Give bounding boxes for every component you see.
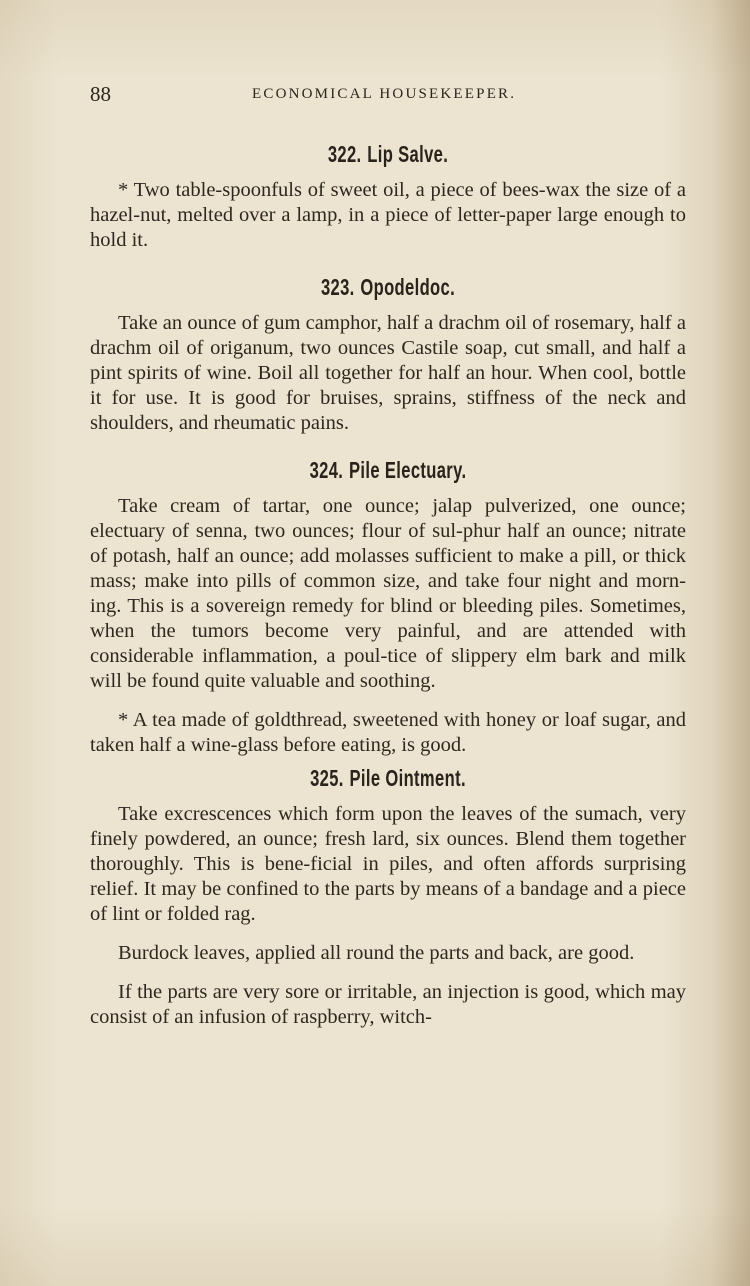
recipe-paragraph: Take an ounce of gum camphor, half a drachm oil of rosemary, half a drachm oil of origanum, two ounces Castile soap, cut small, and half a pint spirits of wine. Boil all together for half an hour. When cool, bottle it for use. It is good for bruises, sprains, stiffness of the neck and shoulders, and rheumatic pains. — [90, 312, 686, 434]
recipe-paragraph: Take excrescences which form upon the leaves of the sumach, very finely powdered, an ounce; fresh lard, six ounces. Blend them together thoroughly. This is bene-ficial in piles, and often affords surprising relief. It may be confined to the parts by means of a bandage and a piece of lint or folded rag. — [90, 803, 686, 925]
running-head — [90, 82, 680, 112]
recipe-heading-pile-ointment — [173, 762, 602, 794]
recipe-title: Pile Ointment. — [349, 765, 466, 791]
recipe-title: Pile Electuary. — [349, 457, 467, 483]
recipe-paragraph: Take cream of tartar, one ounce; jalap pulverized, one ounce; electuary of senna, two ounces; flour of sul-phur half an ounce; nitrate of potash, half an ounce; add molasses sufficient to make a pill, or thick mass; make into pills of common size, and take four night and morn-ing. This is a sovereign remedy for blind or bleeding piles. Sometimes, when the tumors become very painful, and are attended with considerable inflammation, a poul-tice of slippery elm bark and milk will be found quite valuable and soothing. — [90, 495, 686, 692]
recipe-number: 323. — [320, 274, 355, 300]
recipe-number: 324. — [309, 457, 344, 483]
recipe-paragraph: Burdock leaves, applied all round the parts and back, are good. — [118, 942, 635, 964]
recipe-heading-lip-salve — [173, 138, 602, 170]
recipe-paragraph: * Two table-spoonfuls of sweet oil, a piece of bees-wax the size of a hazel-nut, melted over a lamp, in a piece of letter-paper large enough to hold it. — [90, 179, 686, 251]
recipe-number: 322. — [327, 141, 362, 167]
recipe-paragraph: If the parts are very sore or irritable, an injection is good, which may consist of an infusion of raspberry, witch- — [90, 981, 686, 1028]
recipe-heading-opodeldoc — [173, 271, 602, 303]
running-title: ECONOMICAL HOUSEKEEPER. — [252, 86, 517, 102]
recipe-number: 325. — [310, 765, 344, 791]
page-content — [90, 138, 686, 1044]
recipe-title: Lip Salve. — [367, 141, 449, 167]
recipe-paragraph: * A tea made of goldthread, sweetened with honey or loaf sugar, and taken half a wine-glass before eating, is good. — [90, 709, 686, 756]
recipe-heading-pile-electuary — [173, 454, 602, 486]
recipe-title: Opodeldoc. — [360, 274, 456, 300]
page-number: 88 — [90, 82, 111, 106]
